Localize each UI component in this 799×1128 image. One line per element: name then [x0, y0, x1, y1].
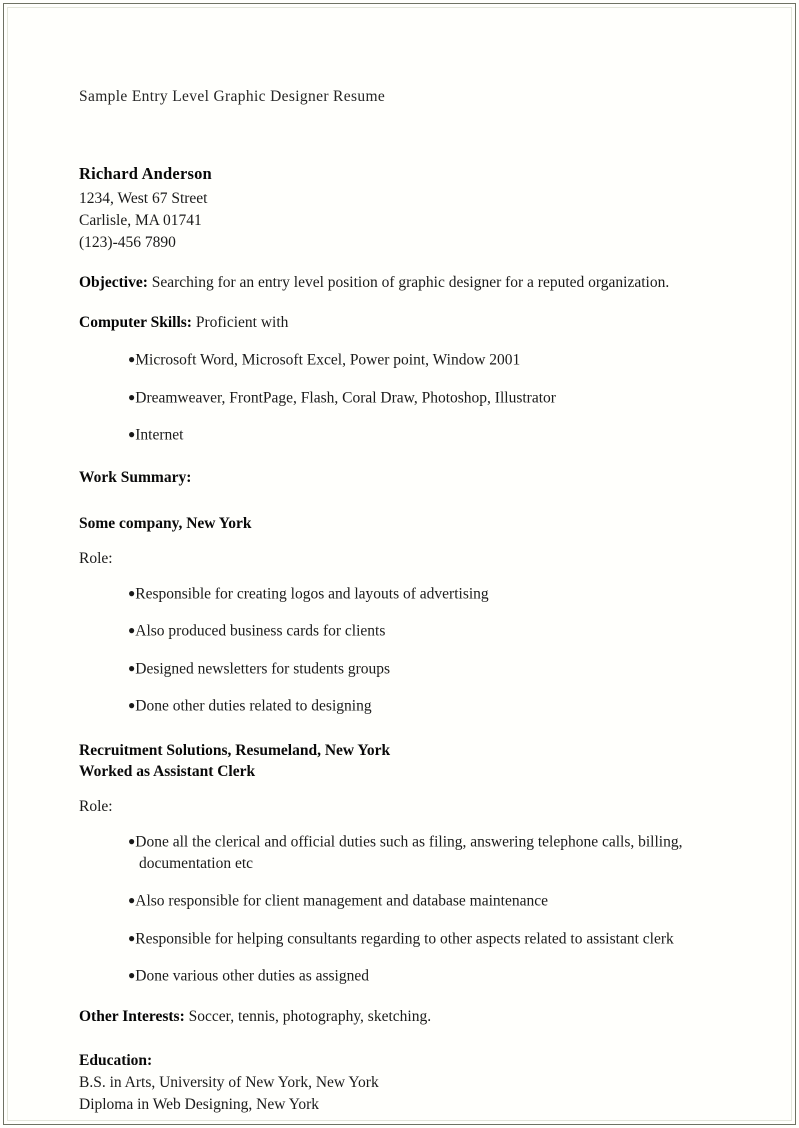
list-item [128, 950, 719, 988]
bullet-icon: ● [128, 893, 136, 907]
bullet-icon: ● [128, 968, 136, 982]
list-item [128, 913, 719, 951]
education-block [79, 1028, 719, 1116]
list-item [128, 643, 719, 681]
phone-number: (123)-456 7890 [79, 234, 176, 251]
list-item-text: Designed newsletters for students groups [135, 660, 391, 677]
list-item [128, 409, 719, 447]
address-line-1: 1234, West 67 Street [79, 190, 208, 207]
list-item-text: Done all the clerical and official duties such as filing, answering telephone calls, billing, documentation etc [135, 833, 683, 872]
list-item-text: Dreamweaver, FrontPage, Flash, Coral Draw, Photoshop, Illustrator [135, 389, 556, 406]
candidate-name: Richard Anderson [79, 164, 212, 183]
job-1-company-line-1: Recruitment Solutions, Resumeland, New York [79, 741, 391, 759]
list-item-text: Internet [135, 426, 184, 444]
contact-block [79, 184, 719, 254]
computer-skills-text: Proficient with [191, 314, 289, 331]
job-0-company-line-1: Some company, New York [79, 514, 252, 532]
other-interests-paragraph [79, 988, 719, 1028]
list-item [128, 680, 719, 718]
document-title: Sample Entry Level Graphic Designer Resume [79, 88, 386, 105]
job-1-company [79, 718, 719, 782]
list-item [128, 568, 719, 606]
objective-label: Objective: [79, 274, 148, 291]
list-item-text: Also produced business cards for clients [135, 622, 386, 640]
list-item-text: Done other duties related to designing [135, 697, 372, 715]
job-0-duties-list [79, 568, 719, 718]
list-item-text: Also responsible for client management and database maintenance [135, 892, 548, 910]
bullet-icon: ● [128, 389, 136, 404]
objective-text: Searching for an entry level position of graphic designer for a reputed organization. [147, 274, 670, 291]
computer-skills-list [79, 334, 719, 447]
list-item [128, 334, 719, 372]
list-item-text: Microsoft Word, Microsoft Excel, Power point, Window 2001 [135, 351, 521, 369]
list-item-text: Done various other duties as assigned [135, 967, 369, 985]
objective-paragraph [79, 254, 719, 294]
bullet-icon: ● [128, 427, 136, 441]
bullet-icon: ● [128, 930, 136, 945]
job-0-role-label: Role: [79, 549, 113, 567]
bullet-icon: ● [128, 352, 136, 366]
bullet-icon: ● [128, 698, 136, 712]
other-interests-label: Other Interests: [79, 1007, 185, 1025]
job-1-role-label: Role: [79, 797, 113, 815]
list-item [128, 372, 719, 410]
list-item [128, 875, 719, 913]
bullet-icon: ● [128, 585, 136, 600]
list-item-text: Responsible for helping consultants regarding to other aspects related to assistant clerk [135, 930, 674, 947]
education-heading: Education: [79, 1051, 153, 1069]
address-line-2: Carlisle, MA 01741 [79, 212, 202, 229]
bullet-icon: ● [128, 623, 136, 637]
job-0-company [79, 487, 719, 534]
education-line-2: Diploma in Web Designing, New York [79, 1095, 320, 1113]
document-content [79, 0, 719, 1116]
bullet-icon: ● [128, 660, 136, 675]
other-interests-text: Soccer, tennis, photography, sketching. [184, 1007, 432, 1025]
list-item [128, 605, 719, 643]
work-summary-heading: Work Summary: [79, 468, 192, 486]
computer-skills-label: Computer Skills: [79, 314, 192, 331]
computer-skills-paragraph [79, 294, 719, 334]
education-line-1: B.S. in Arts, University of New York, New York [79, 1073, 379, 1091]
bullet-icon: ● [128, 833, 136, 848]
job-1-company-line-2: Worked as Assistant Clerk [79, 762, 256, 780]
list-item [128, 816, 719, 876]
job-1-duties-list [79, 816, 719, 988]
list-item-text: Responsible for creating logos and layouts of advertising [135, 585, 489, 602]
